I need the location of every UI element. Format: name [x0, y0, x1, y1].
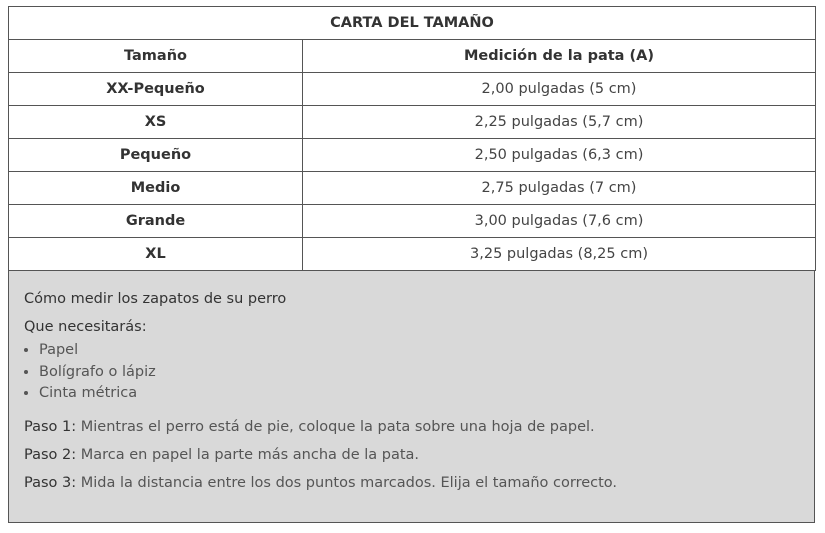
column-header-measure: Medición de la pata (A)	[303, 40, 816, 73]
supplies-list	[24, 340, 799, 405]
size-name: XX-Pequeño	[9, 73, 303, 106]
paw-measurement: 2,50 pulgadas (6,3 cm)	[303, 139, 816, 172]
step-1	[24, 418, 799, 437]
step-2	[24, 446, 799, 465]
size-name: Grande	[9, 205, 303, 238]
table-row	[9, 73, 816, 106]
table-row	[9, 106, 816, 139]
step-label: Paso 3:	[24, 474, 77, 491]
size-table	[8, 6, 816, 271]
instructions-intro: Cómo medir los zapatos de su perro	[24, 291, 287, 307]
list-item: • Bolígrafo o lápiz	[39, 362, 799, 384]
table-row	[9, 205, 816, 238]
list-item: • Papel	[39, 340, 799, 362]
size-name: Medio	[9, 172, 303, 205]
title-row	[9, 7, 816, 40]
measuring-instructions	[8, 271, 815, 523]
step-text: Mida la distancia entre los dos puntos marcados. Elija el tamaño correcto.	[76, 474, 618, 491]
table-row	[9, 172, 816, 205]
table-title: CARTA DEL TAMAÑO	[9, 7, 816, 40]
size-name: XL	[9, 238, 303, 271]
paw-measurement: 2,25 pulgadas (5,7 cm)	[303, 106, 816, 139]
step-text: Marca en papel la parte más ancha de la pata.	[76, 446, 420, 463]
size-name: Pequeño	[9, 139, 303, 172]
paw-measurement: 3,25 pulgadas (8,25 cm)	[303, 238, 816, 271]
table-row	[9, 238, 816, 271]
paw-measurement: 2,00 pulgadas (5 cm)	[303, 73, 816, 106]
paw-measurement: 2,75 pulgadas (7 cm)	[303, 172, 816, 205]
step-text: Mientras el perro está de pie, coloque la pata sobre una hoja de papel.	[76, 418, 595, 435]
supplies-heading: Que necesitarás:	[24, 319, 147, 335]
column-header-size: Tamaño	[9, 40, 303, 73]
table-row	[9, 139, 816, 172]
header-row	[9, 40, 816, 73]
list-item: • Cinta métrica	[39, 383, 799, 405]
step-label: Paso 1:	[24, 418, 77, 435]
size-name: XS	[9, 106, 303, 139]
step-label: Paso 2:	[24, 446, 77, 463]
paw-measurement: 3,00 pulgadas (7,6 cm)	[303, 205, 816, 238]
size-chart	[8, 6, 815, 523]
step-3	[24, 474, 799, 493]
